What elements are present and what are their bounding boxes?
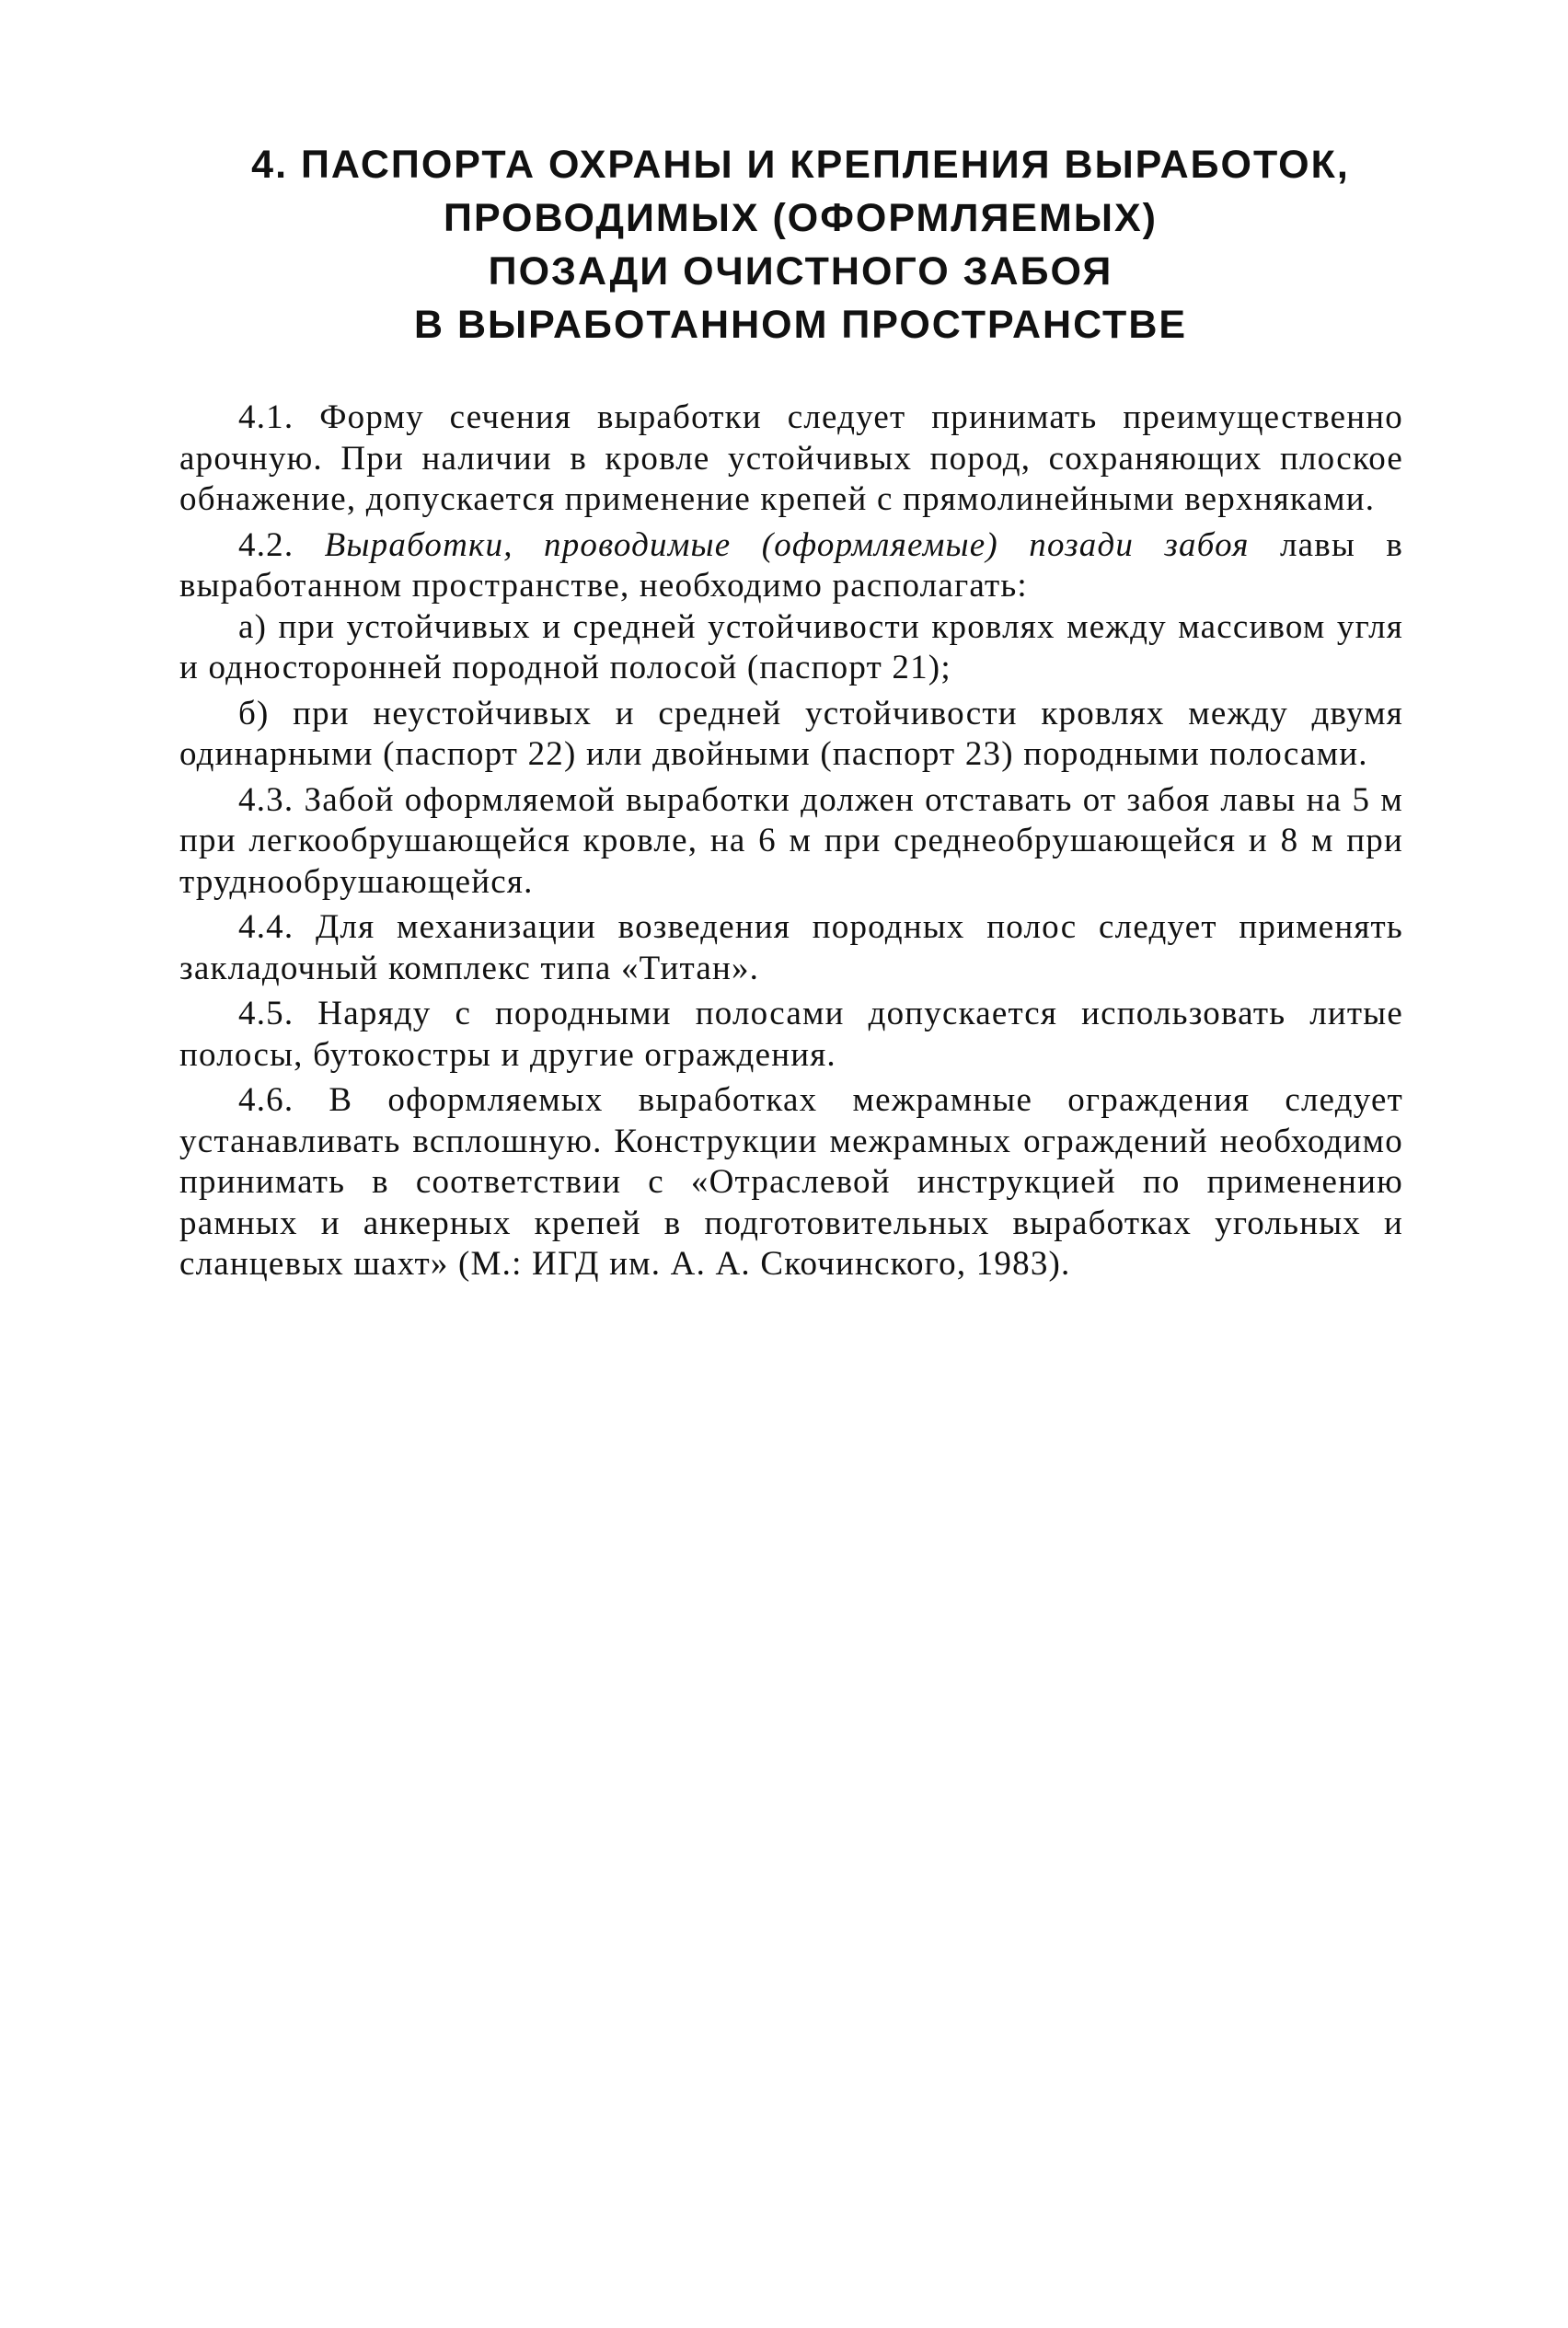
- paragraph-4-3: 4.3. Забой оформляемой выработки должен отставать от забоя лавы на 5 м при легкообрушающейся кровле, на 6 м при среднеобрушающейся и 8 м при труднообрушающейся.: [179, 780, 1403, 901]
- heading-line-2: ПРОВОДИМЫХ (ОФОРМЛЯЕМЫХ): [444, 196, 1158, 240]
- paragraph-4-2-b: б) при неустойчивых и средней устойчивости кровлях между двумя одинарными (паспорт 22) или двойными (паспорт 23) породными полосами.: [179, 694, 1403, 773]
- paragraph-4-2: [179, 525, 1403, 607]
- paragraph-4-2-rest: лавы в выработанном пространстве, необходимо располагать:: [179, 525, 1404, 605]
- paragraph-4-1: 4.1. Форму сечения выработки следует принимать преимущественно арочную. При наличии в кровле устойчивых пород, сохраняющих плоское обнажение, допускается применение крепей с прямолинейными верхняками.: [179, 398, 1403, 518]
- heading-line-1: 4. ПАСПОРТА ОХРАНЫ И КРЕПЛЕНИЯ ВЫРАБОТОК,: [251, 143, 1350, 187]
- section-heading: [179, 138, 1403, 352]
- paragraph-4-2-number: 4.2.: [238, 525, 325, 564]
- paragraph-4-2-italic: Выработки, проводимые (оформляемые) позади забоя: [324, 525, 1250, 564]
- paragraph-4-5: 4.5. Наряду с породными полосами допускается использовать литые полосы, бутокостры и другие ограждения.: [179, 995, 1403, 1074]
- paragraph-4-6: 4.6. В оформляемых выработках межрамные ограждения следует устанавливать всплошную. Конструкции межрамных ограждений необходимо принимать в соответствии с «Отраслевой инструкцией по применению рамных и анкерных крепей в подготовительных выработках угольных и сланцевых шахт» (М.: ИГД им. А. А. Скочинского, 1983).: [179, 1081, 1403, 1283]
- heading-line-4: В ВЫРАБОТАННОМ ПРОСТРАНСТВЕ: [413, 303, 1188, 347]
- paragraph-4-2-a: а) при устойчивых и средней устойчивости кровлях между массивом угля и односторонней породной полосой (паспорт 21);: [179, 607, 1403, 686]
- section-body: [179, 398, 1403, 1285]
- heading-line-3: ПОЗАДИ ОЧИСТНОГО ЗАБОЯ: [488, 249, 1113, 294]
- paragraph-4-4: 4.4. Для механизации возведения породных полос следует применять закладочный комплекс типа «Титан».: [179, 908, 1403, 987]
- document-page: [179, 138, 1403, 1285]
